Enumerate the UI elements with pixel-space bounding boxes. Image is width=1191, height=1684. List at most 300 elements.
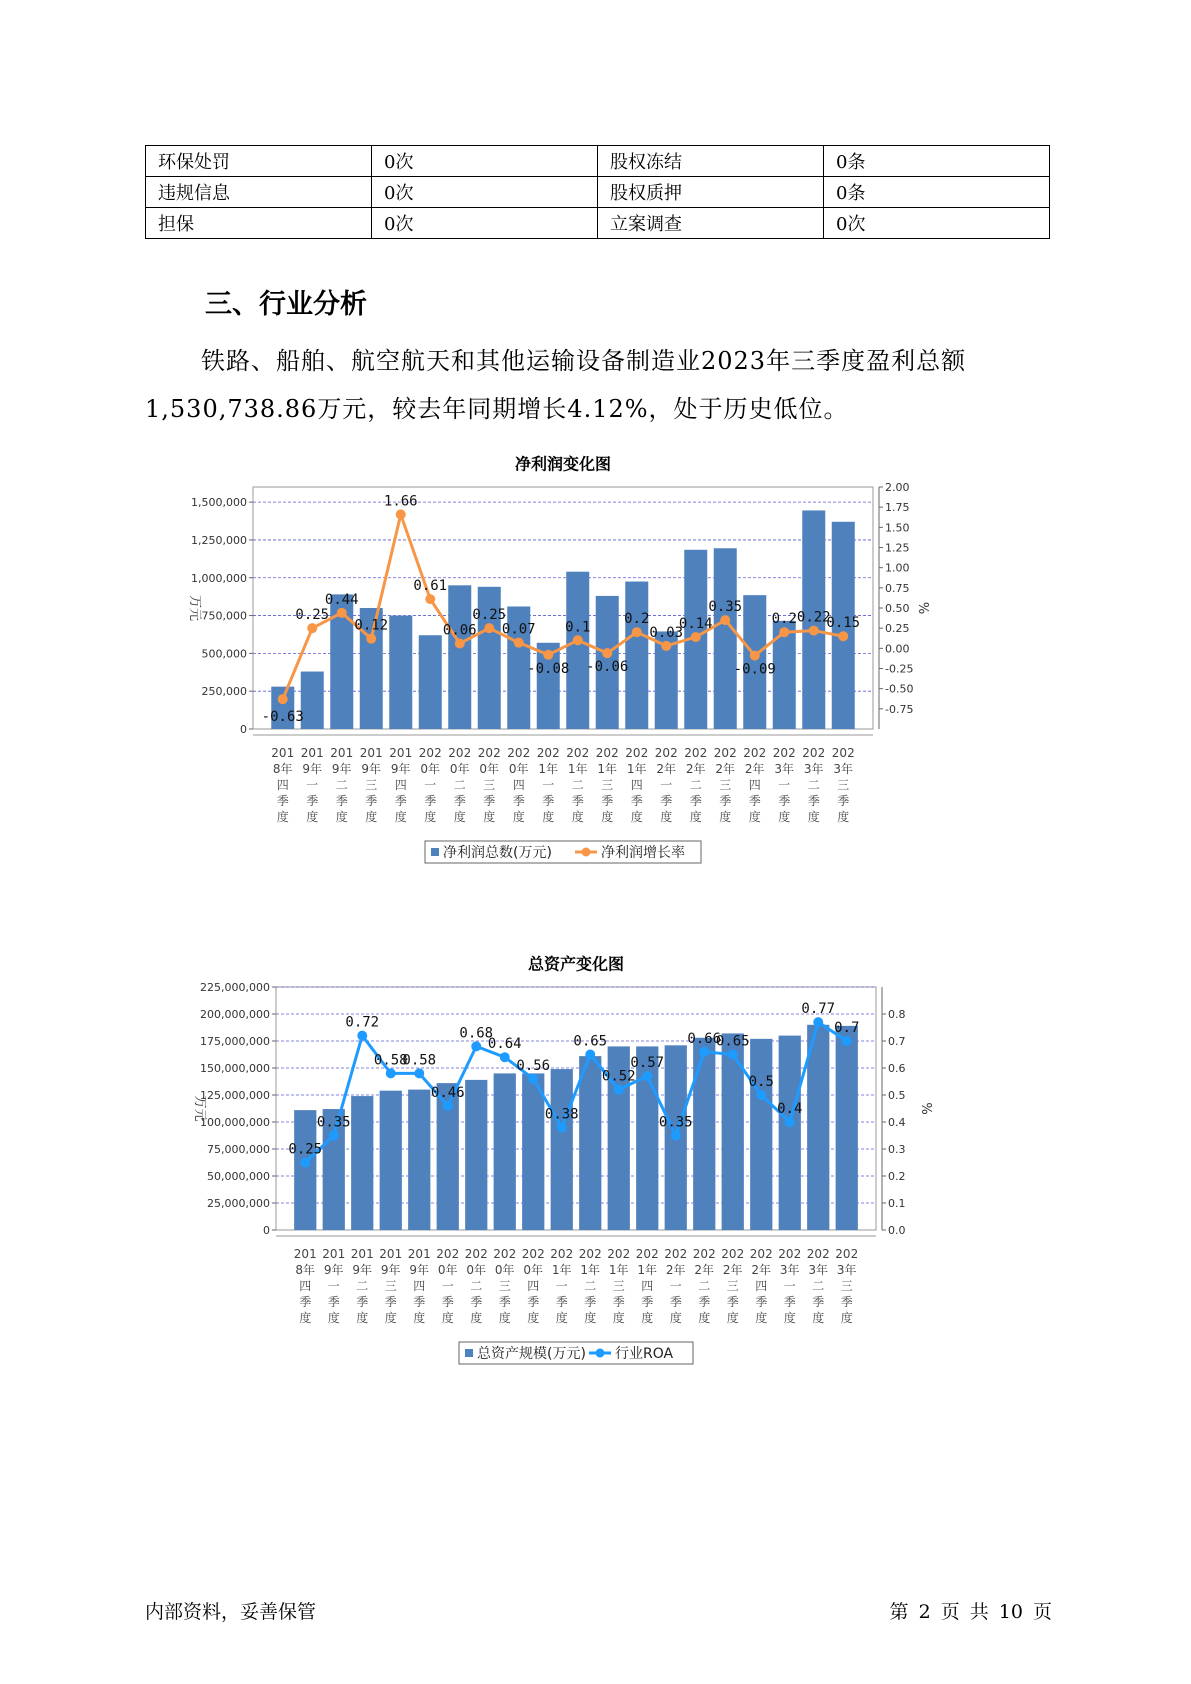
y2-tick-label: 0.3 bbox=[888, 1143, 906, 1156]
x-tick-label: 度 bbox=[483, 810, 496, 824]
x-tick-label: 度 bbox=[498, 1311, 511, 1325]
x-tick-label: 2年 bbox=[685, 762, 706, 776]
y2-tick-label: -0.50 bbox=[885, 682, 914, 696]
table-cell: 股权质押 bbox=[598, 177, 824, 208]
data-label: 0.14 bbox=[678, 616, 713, 633]
table-cell: 担保 bbox=[146, 208, 372, 239]
x-tick-label: 季 bbox=[555, 1295, 568, 1309]
x-tick-label: 1年 bbox=[597, 762, 618, 776]
net-profit-chart-svg bbox=[180, 455, 1010, 915]
x-tick-label: 0年 bbox=[494, 1263, 515, 1277]
x-tick-label: 季 bbox=[424, 794, 437, 808]
x-tick-label: 度 bbox=[755, 1311, 768, 1325]
table-row bbox=[146, 177, 1050, 208]
x-tick-label: 202 bbox=[684, 746, 708, 760]
x-tick-label: 四 bbox=[641, 1279, 654, 1293]
data-label: -0.09 bbox=[733, 661, 776, 678]
data-label: 0.03 bbox=[649, 624, 684, 641]
x-tick-label: 2年 bbox=[665, 1263, 686, 1277]
x-tick-label: 2年 bbox=[715, 762, 736, 776]
x-tick-label: 季 bbox=[748, 794, 761, 808]
x-tick-label: 9年 bbox=[302, 762, 323, 776]
line-point bbox=[691, 632, 701, 642]
x-tick-label: 201 bbox=[379, 1247, 403, 1261]
line-point bbox=[642, 1071, 652, 1081]
y-tick-label: 1,250,000 bbox=[191, 533, 247, 547]
y-tick-label: 100,000,000 bbox=[200, 1116, 270, 1129]
bar bbox=[750, 1039, 772, 1230]
x-tick-label: 202 bbox=[835, 1247, 859, 1261]
x-tick-label: 二 bbox=[807, 778, 820, 792]
line-point bbox=[414, 1068, 424, 1078]
data-label: 0.46 bbox=[430, 1084, 465, 1101]
x-tick-label: 一 bbox=[660, 778, 673, 792]
data-label: 0.38 bbox=[544, 1106, 579, 1123]
x-tick-label: 二 bbox=[470, 1279, 483, 1293]
x-tick-label: 202 bbox=[493, 1247, 517, 1261]
table-cell: 股权冻结 bbox=[598, 146, 824, 177]
chart-legend bbox=[459, 1342, 693, 1364]
x-tick-label: 202 bbox=[654, 746, 678, 760]
x-tick-label: 度 bbox=[612, 1311, 625, 1325]
x-tick-label: 季 bbox=[299, 1295, 312, 1309]
x-tick-label: 一 bbox=[669, 1279, 682, 1293]
x-tick-label: 季 bbox=[698, 1295, 711, 1309]
x-tick-label: 度 bbox=[512, 810, 525, 824]
x-tick-label: 202 bbox=[802, 746, 826, 760]
x-tick-label: 度 bbox=[365, 810, 378, 824]
x-tick-label: 一 bbox=[327, 1279, 340, 1293]
footer-confidential: 内部资料，妥善保管 bbox=[145, 1601, 317, 1623]
x-tick-label: 季 bbox=[498, 1295, 511, 1309]
y2-tick-label: 0.7 bbox=[888, 1035, 906, 1048]
x-tick-label: 0年 bbox=[508, 762, 529, 776]
x-tick-label: 1年 bbox=[608, 1263, 629, 1277]
line-point bbox=[278, 694, 288, 704]
y2-axis-label: % bbox=[915, 601, 930, 615]
x-tick-label: 季 bbox=[571, 794, 584, 808]
data-label: 0.56 bbox=[516, 1057, 551, 1074]
x-tick-label: 度 bbox=[327, 1311, 340, 1325]
x-tick-label: 度 bbox=[306, 810, 319, 824]
y-tick-label: 125,000,000 bbox=[200, 1089, 270, 1102]
bar bbox=[408, 1090, 430, 1230]
x-tick-label: 度 bbox=[601, 810, 614, 824]
x-tick-label: 一 bbox=[441, 1279, 454, 1293]
x-tick-label: 9年 bbox=[331, 762, 352, 776]
x-tick-label: 2年 bbox=[751, 1263, 772, 1277]
data-label: 0.66 bbox=[687, 1030, 722, 1047]
x-tick-label: 度 bbox=[698, 1311, 711, 1325]
table-cell: 0次 bbox=[824, 208, 1050, 239]
legend-line-label: 行业ROA bbox=[615, 1346, 674, 1362]
table-cell: 违规信息 bbox=[146, 177, 372, 208]
x-tick-label: 201 bbox=[359, 746, 383, 760]
y2-tick-label: 1.50 bbox=[885, 521, 910, 535]
x-tick-label: 度 bbox=[384, 1311, 397, 1325]
x-tick-label: 度 bbox=[783, 1311, 796, 1325]
x-tick-label: 季 bbox=[365, 794, 378, 808]
y2-tick-label: 0.0 bbox=[888, 1224, 906, 1237]
x-tick-label: 0年 bbox=[466, 1263, 487, 1277]
x-tick-label: 二 bbox=[335, 778, 348, 792]
bar bbox=[566, 572, 589, 729]
x-tick-label: 202 bbox=[778, 1247, 802, 1261]
data-label: 0.25 bbox=[288, 1141, 323, 1158]
x-tick-label: 季 bbox=[584, 1295, 597, 1309]
x-tick-label: 0年 bbox=[437, 1263, 458, 1277]
table-cell: 环保处罚 bbox=[146, 146, 372, 177]
table-row bbox=[146, 208, 1050, 239]
x-tick-label: 三 bbox=[719, 778, 732, 792]
x-tick-label: 3年 bbox=[779, 1263, 800, 1277]
x-tick-label: 202 bbox=[578, 1247, 602, 1261]
x-tick-label: 度 bbox=[778, 810, 791, 824]
x-tick-label: 度 bbox=[299, 1311, 312, 1325]
line-point bbox=[785, 1117, 795, 1127]
data-label: 0.07 bbox=[501, 621, 536, 638]
x-tick-label: 度 bbox=[812, 1311, 825, 1325]
x-tick-label: 0年 bbox=[449, 762, 470, 776]
y2-axis-label: % bbox=[918, 1102, 933, 1115]
x-tick-label: 度 bbox=[641, 1311, 654, 1325]
x-tick-label: 度 bbox=[748, 810, 761, 824]
x-tick-label: 三 bbox=[837, 778, 850, 792]
x-tick-label: 度 bbox=[413, 1311, 426, 1325]
x-tick-label: 季 bbox=[542, 794, 555, 808]
x-tick-label: 三 bbox=[498, 1279, 511, 1293]
y2-tick-label: 0.00 bbox=[885, 642, 910, 656]
x-tick-label: 季 bbox=[783, 1295, 796, 1309]
line-point bbox=[557, 1122, 567, 1132]
data-label: 0.5 bbox=[748, 1074, 774, 1090]
x-tick-label: 二 bbox=[571, 778, 584, 792]
line-point bbox=[396, 509, 406, 519]
x-tick-label: 2年 bbox=[744, 762, 765, 776]
x-tick-label: 202 bbox=[521, 1247, 545, 1261]
line-point bbox=[699, 1047, 709, 1057]
x-tick-label: 201 bbox=[322, 1247, 346, 1261]
x-tick-label: 季 bbox=[384, 1295, 397, 1309]
x-tick-label: 3年 bbox=[833, 762, 854, 776]
x-tick-label: 9年 bbox=[352, 1263, 373, 1277]
bar bbox=[714, 548, 737, 729]
chart-legend bbox=[425, 841, 701, 863]
x-tick-label: 度 bbox=[584, 1311, 597, 1325]
x-tick-label: 201 bbox=[350, 1247, 374, 1261]
x-tick-label: 度 bbox=[840, 1311, 853, 1325]
y2-tick-label: 0.50 bbox=[885, 602, 910, 615]
x-tick-label: 度 bbox=[424, 810, 437, 824]
bar bbox=[465, 1080, 487, 1230]
risk-info-table bbox=[145, 145, 1050, 239]
x-tick-label: 202 bbox=[477, 746, 501, 760]
x-tick-label: 度 bbox=[807, 810, 820, 824]
chart-title: 总资产变化图 bbox=[527, 954, 625, 974]
y2-tick-label: -0.75 bbox=[885, 702, 914, 716]
x-tick-label: 0年 bbox=[523, 1263, 544, 1277]
data-label: 0.35 bbox=[708, 599, 743, 616]
x-tick-label: 1年 bbox=[626, 762, 647, 776]
bar bbox=[380, 1091, 402, 1230]
y2-tick-label: 0.4 bbox=[888, 1116, 906, 1129]
data-label: 0.1 bbox=[565, 619, 591, 636]
data-label: -0.63 bbox=[261, 709, 304, 726]
x-tick-label: 度 bbox=[335, 810, 348, 824]
x-tick-label: 季 bbox=[335, 794, 348, 808]
line-point bbox=[357, 1031, 367, 1041]
bar bbox=[448, 585, 471, 729]
x-tick-label: 8年 bbox=[272, 762, 293, 776]
x-tick-label: 202 bbox=[536, 746, 560, 760]
table-cell: 0次 bbox=[372, 208, 598, 239]
y-tick-label: 500,000 bbox=[201, 647, 247, 661]
x-tick-label: 季 bbox=[276, 794, 289, 808]
x-tick-label: 季 bbox=[413, 1295, 426, 1309]
x-tick-label: 202 bbox=[464, 1247, 488, 1261]
data-label: 0.25 bbox=[472, 607, 507, 624]
y-tick-label: 200,000,000 bbox=[200, 1008, 270, 1021]
x-tick-label: 1年 bbox=[551, 1263, 572, 1277]
y2-tick-label: -0.25 bbox=[885, 662, 914, 676]
x-tick-label: 季 bbox=[327, 1295, 340, 1309]
data-label: 0.7 bbox=[834, 1020, 860, 1036]
x-tick-label: 四 bbox=[512, 778, 525, 792]
data-label: 0.44 bbox=[324, 591, 359, 608]
x-tick-label: 度 bbox=[555, 1311, 568, 1325]
line-point bbox=[455, 638, 465, 648]
x-tick-label: 度 bbox=[276, 810, 289, 824]
x-tick-label: 202 bbox=[749, 1247, 773, 1261]
x-tick-label: 一 bbox=[424, 778, 437, 792]
data-label: 0.22 bbox=[796, 609, 831, 626]
bar bbox=[301, 672, 324, 729]
y2-tick-label: 0.75 bbox=[885, 581, 910, 595]
x-tick-label: 1年 bbox=[637, 1263, 658, 1277]
x-tick-label: 2年 bbox=[722, 1263, 743, 1277]
x-tick-label: 三 bbox=[726, 1279, 739, 1293]
data-label: 1.66 bbox=[383, 493, 418, 510]
x-tick-label: 度 bbox=[441, 1311, 454, 1325]
x-tick-label: 度 bbox=[394, 810, 407, 824]
y-tick-label: 1,500,000 bbox=[191, 496, 247, 510]
data-label: 0.65 bbox=[715, 1033, 750, 1050]
x-tick-label: 度 bbox=[527, 1311, 540, 1325]
x-tick-label: 一 bbox=[306, 778, 319, 792]
x-tick-label: 0年 bbox=[420, 762, 441, 776]
x-tick-label: 一 bbox=[778, 778, 791, 792]
x-tick-label: 季 bbox=[441, 1295, 454, 1309]
x-tick-label: 四 bbox=[276, 778, 289, 792]
x-tick-label: 3年 bbox=[808, 1263, 829, 1277]
line-point bbox=[484, 623, 494, 633]
bar bbox=[494, 1073, 516, 1230]
x-tick-label: 0年 bbox=[479, 762, 500, 776]
data-label: -0.08 bbox=[527, 660, 570, 677]
table-cell: 立案调查 bbox=[598, 208, 824, 239]
line-point bbox=[500, 1052, 510, 1062]
y-tick-label: 0 bbox=[263, 1224, 270, 1237]
footer-page-number: 第 2 页 共 10 页 bbox=[889, 1601, 1052, 1623]
y-axis-label: 万元 bbox=[187, 594, 202, 622]
x-tick-label: 季 bbox=[689, 794, 702, 808]
net-profit-chart bbox=[180, 455, 1010, 915]
x-tick-label: 二 bbox=[689, 778, 702, 792]
line-point bbox=[443, 1101, 453, 1111]
data-label: 0.68 bbox=[459, 1025, 494, 1042]
x-tick-label: 季 bbox=[630, 794, 643, 808]
x-tick-label: 度 bbox=[660, 810, 673, 824]
data-label: 0.58 bbox=[373, 1052, 408, 1069]
x-tick-label: 201 bbox=[300, 746, 324, 760]
y2-tick-label: 0.1 bbox=[888, 1197, 906, 1210]
line-point bbox=[514, 638, 524, 648]
data-label: -0.06 bbox=[586, 659, 629, 676]
x-tick-label: 季 bbox=[812, 1295, 825, 1309]
x-tick-label: 季 bbox=[356, 1295, 369, 1309]
x-tick-label: 度 bbox=[669, 1311, 682, 1325]
x-tick-label: 度 bbox=[689, 810, 702, 824]
chart-title: 净利润变化图 bbox=[514, 454, 612, 474]
line-point bbox=[528, 1074, 538, 1084]
total-assets-chart bbox=[180, 955, 1010, 1415]
x-tick-label: 202 bbox=[831, 746, 855, 760]
x-tick-label: 202 bbox=[418, 746, 442, 760]
x-tick-label: 四 bbox=[755, 1279, 768, 1293]
x-tick-label: 二 bbox=[812, 1279, 825, 1293]
y-tick-label: 150,000,000 bbox=[200, 1062, 270, 1075]
x-tick-label: 202 bbox=[664, 1247, 688, 1261]
line-point bbox=[300, 1158, 310, 1168]
x-tick-label: 季 bbox=[527, 1295, 540, 1309]
x-tick-label: 1年 bbox=[538, 762, 559, 776]
x-tick-label: 9年 bbox=[361, 762, 382, 776]
data-label: 0.58 bbox=[402, 1052, 437, 1069]
section-title: 三、行业分析 bbox=[205, 289, 367, 320]
line-point bbox=[756, 1090, 766, 1100]
x-tick-label: 202 bbox=[566, 746, 590, 760]
data-label: 0.35 bbox=[316, 1114, 351, 1131]
line-point bbox=[813, 1017, 823, 1027]
x-tick-label: 202 bbox=[635, 1247, 659, 1261]
line-point bbox=[543, 650, 553, 660]
x-tick-label: 9年 bbox=[323, 1263, 344, 1277]
x-tick-label: 季 bbox=[612, 1295, 625, 1309]
data-label: 0.64 bbox=[487, 1036, 522, 1053]
x-tick-label: 201 bbox=[389, 746, 413, 760]
x-tick-label: 3年 bbox=[774, 762, 795, 776]
table-row bbox=[146, 146, 1050, 177]
bar bbox=[807, 1025, 829, 1230]
x-tick-label: 季 bbox=[807, 794, 820, 808]
line-point bbox=[614, 1085, 624, 1095]
x-tick-label: 四 bbox=[299, 1279, 312, 1293]
x-tick-label: 季 bbox=[601, 794, 614, 808]
x-tick-label: 3年 bbox=[836, 1263, 857, 1277]
bar bbox=[351, 1096, 373, 1230]
x-tick-label: 季 bbox=[719, 794, 732, 808]
x-tick-label: 季 bbox=[306, 794, 319, 808]
x-tick-label: 1年 bbox=[580, 1263, 601, 1277]
x-tick-label: 一 bbox=[555, 1279, 568, 1293]
x-tick-label: 202 bbox=[743, 746, 767, 760]
x-tick-label: 四 bbox=[413, 1279, 426, 1293]
y-axis-label: 万元 bbox=[192, 1095, 207, 1122]
x-tick-label: 季 bbox=[394, 794, 407, 808]
x-tick-label: 202 bbox=[692, 1247, 716, 1261]
line-point bbox=[661, 641, 671, 651]
x-tick-label: 9年 bbox=[380, 1263, 401, 1277]
legend-bar-label: 总资产规模(万元) bbox=[477, 1346, 586, 1362]
x-tick-label: 季 bbox=[726, 1295, 739, 1309]
x-tick-label: 202 bbox=[772, 746, 796, 760]
data-label: 0.15 bbox=[826, 615, 861, 632]
x-tick-label: 二 bbox=[356, 1279, 369, 1293]
x-tick-label: 季 bbox=[837, 794, 850, 808]
data-label: 0.57 bbox=[630, 1055, 665, 1072]
x-tick-label: 202 bbox=[806, 1247, 830, 1261]
x-tick-label: 二 bbox=[698, 1279, 711, 1293]
line-point bbox=[307, 623, 317, 633]
x-tick-label: 四 bbox=[527, 1279, 540, 1293]
x-tick-label: 度 bbox=[630, 810, 643, 824]
line-point bbox=[337, 608, 347, 618]
x-tick-label: 度 bbox=[837, 810, 850, 824]
x-tick-label: 四 bbox=[630, 778, 643, 792]
y-tick-label: 1,000,000 bbox=[191, 571, 247, 585]
bar bbox=[419, 635, 442, 729]
line-point bbox=[728, 1050, 738, 1060]
line-point bbox=[842, 1036, 852, 1046]
x-tick-label: 三 bbox=[384, 1279, 397, 1293]
bar bbox=[579, 1056, 601, 1230]
x-tick-label: 季 bbox=[483, 794, 496, 808]
legend-line-marker bbox=[596, 1349, 605, 1358]
bar bbox=[722, 1033, 744, 1230]
y-tick-label: 750,000 bbox=[201, 609, 247, 623]
x-tick-label: 季 bbox=[840, 1295, 853, 1309]
y2-tick-label: 0.6 bbox=[888, 1062, 906, 1075]
data-label: 0.35 bbox=[658, 1114, 693, 1131]
x-tick-label: 度 bbox=[719, 810, 732, 824]
line-point bbox=[632, 627, 642, 637]
x-tick-label: 三 bbox=[365, 778, 378, 792]
x-tick-label: 四 bbox=[748, 778, 761, 792]
y2-tick-label: 1.75 bbox=[885, 501, 910, 515]
y-tick-label: 0 bbox=[240, 723, 247, 736]
y2-tick-label: 0.8 bbox=[888, 1008, 906, 1021]
x-tick-label: 四 bbox=[394, 778, 407, 792]
line-point bbox=[425, 594, 435, 604]
x-tick-label: 季 bbox=[660, 794, 673, 808]
y-tick-label: 75,000,000 bbox=[207, 1143, 270, 1156]
data-label: 0.2 bbox=[771, 611, 797, 628]
data-label: 0.52 bbox=[601, 1068, 636, 1085]
x-tick-label: 202 bbox=[550, 1247, 574, 1261]
x-tick-label: 202 bbox=[595, 746, 619, 760]
table-cell: 0次 bbox=[372, 177, 598, 208]
y2-tick-label: 0.5 bbox=[888, 1089, 906, 1102]
line-point bbox=[386, 1068, 396, 1078]
x-tick-label: 季 bbox=[641, 1295, 654, 1309]
x-tick-label: 季 bbox=[669, 1295, 682, 1309]
data-label: 0.06 bbox=[442, 622, 477, 639]
line-point bbox=[838, 631, 848, 641]
total-assets-chart-svg bbox=[180, 955, 1010, 1415]
y2-tick-label: 1.00 bbox=[885, 561, 910, 575]
x-tick-label: 度 bbox=[470, 1311, 483, 1325]
x-tick-label: 8年 bbox=[295, 1263, 316, 1277]
